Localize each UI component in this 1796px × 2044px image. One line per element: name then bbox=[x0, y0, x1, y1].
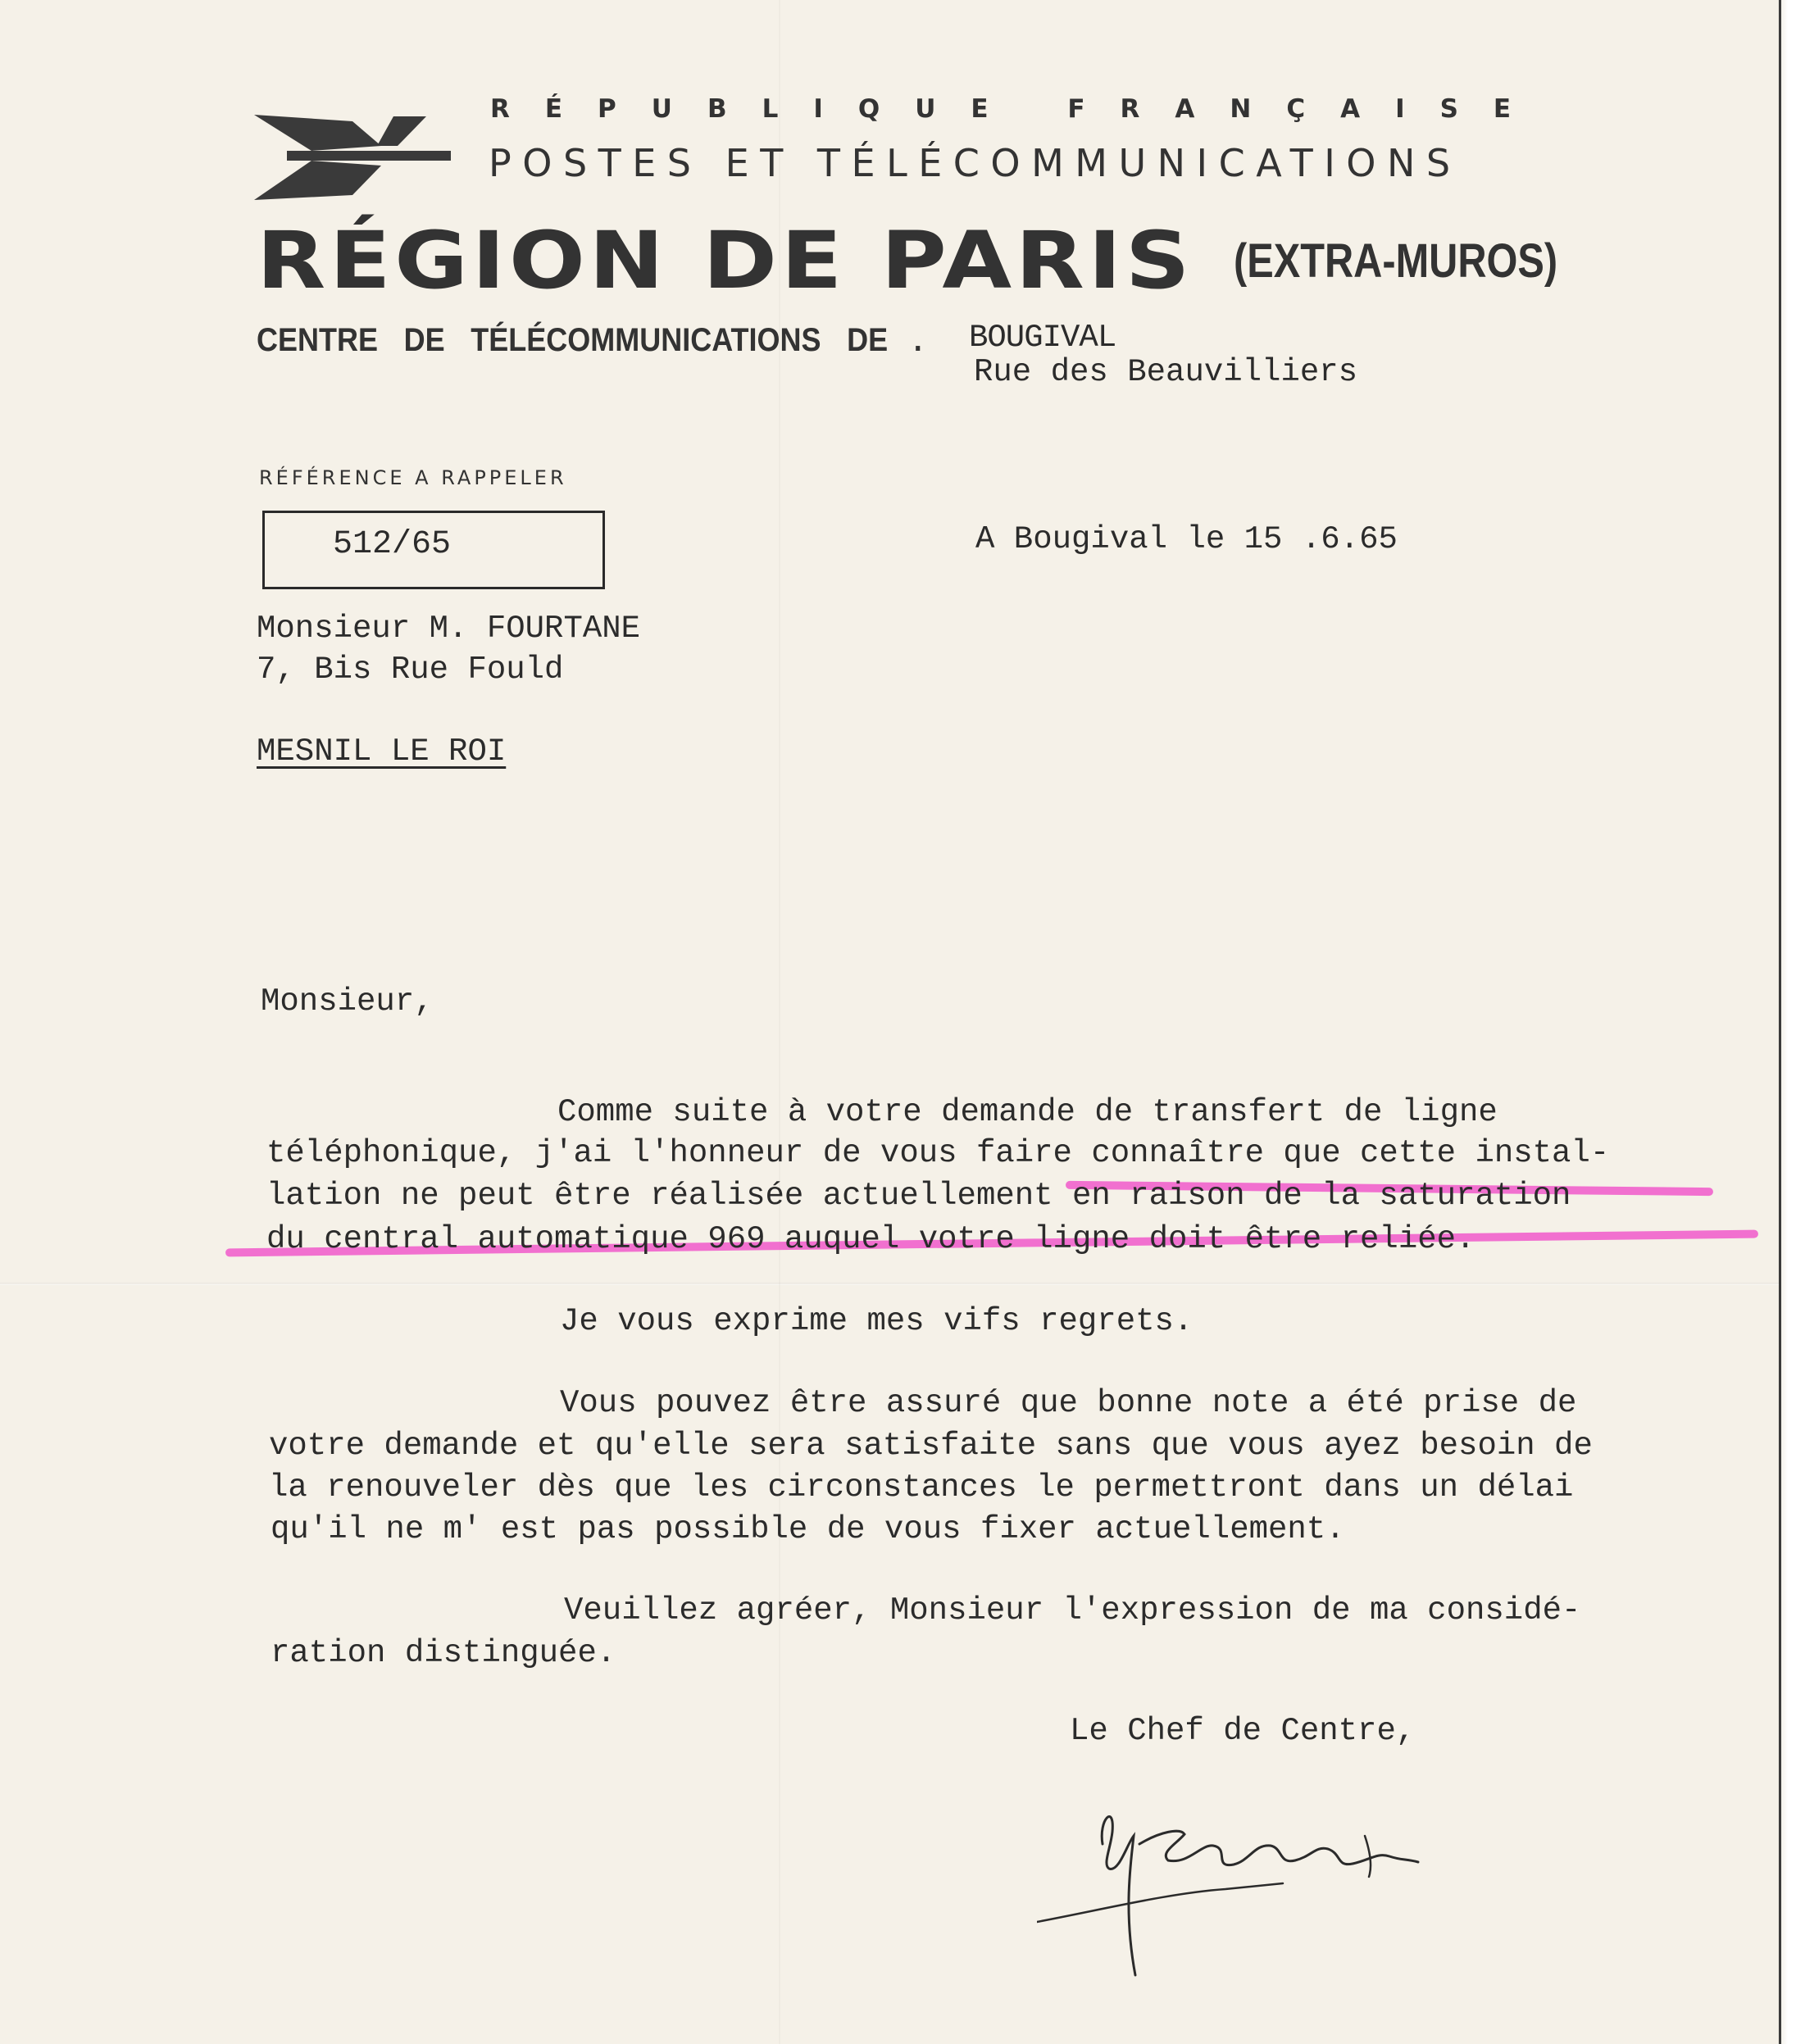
paragraph-1-line: du central automatique 969 auquel votre ligne doit être reliée. bbox=[266, 1221, 1475, 1257]
ptt-heading: POSTES ET TÉLÉCOMMUNICATIONS bbox=[489, 141, 1462, 185]
ptt-bird-logo bbox=[254, 115, 459, 205]
fold-line-vertical bbox=[779, 0, 780, 2044]
paragraph-3-line: Vous pouvez être assuré que bonne note a été prise de bbox=[560, 1385, 1577, 1421]
handwritten-signature bbox=[1037, 1787, 1496, 1992]
centre-town: BOUGIVAL bbox=[969, 320, 1116, 356]
paragraph-1-line: Comme suite à votre demande de transfert de ligne bbox=[557, 1094, 1498, 1130]
letter-date: A Bougival le 15 .6.65 bbox=[975, 521, 1398, 557]
paragraph-2: Je vous exprime mes vifs regrets. bbox=[560, 1303, 1194, 1339]
salutation: Monsieur, bbox=[261, 983, 434, 1020]
paragraph-3-line: votre demande et qu'elle sera satisfaite sans que vous ayez besoin de bbox=[269, 1428, 1593, 1464]
extra-muros: (EXTRA-MUROS) bbox=[1234, 234, 1558, 288]
paragraph-4-line: ration distinguée. bbox=[271, 1635, 616, 1671]
fold-line bbox=[0, 1283, 1779, 1285]
paragraph-1-line: téléphonique, j'ai l'honneur de vous faire connaître que cette instal- bbox=[266, 1135, 1610, 1171]
paragraph-1-line: lation ne peut être réalisée actuellement en raison de la saturation bbox=[266, 1178, 1571, 1214]
region-heading: RÉGION DE PARIS bbox=[257, 215, 1194, 307]
recipient-street: 7, Bis Rue Fould bbox=[257, 652, 564, 688]
centre-street: Rue des Beauvilliers bbox=[974, 354, 1358, 390]
paper-edge-line bbox=[1779, 0, 1781, 2044]
paragraph-3-line: la renouveler dès que les circonstances le permettront dans un délai bbox=[269, 1469, 1574, 1506]
reference-label: RÉFÉRENCE A RAPPELER bbox=[259, 466, 567, 489]
reference-value: 512/65 bbox=[333, 526, 452, 563]
recipient-name: Monsieur M. FOURTANE bbox=[257, 611, 641, 647]
centre-heading: CENTRE DE TÉLÉCOMMUNICATIONS DE . bbox=[257, 322, 922, 358]
republique-francaise: RÉPUBLIQUE FRANÇAISE bbox=[490, 94, 1547, 124]
recipient-town: MESNIL LE ROI bbox=[257, 734, 507, 770]
paragraph-4-line: Veuillez agréer, Monsieur l'expression de ma considé- bbox=[564, 1592, 1581, 1628]
closing-title: Le Chef de Centre, bbox=[1070, 1713, 1416, 1749]
paragraph-3-line: qu'il ne m' est pas possible de vous fixer actuellement. bbox=[271, 1511, 1345, 1547]
